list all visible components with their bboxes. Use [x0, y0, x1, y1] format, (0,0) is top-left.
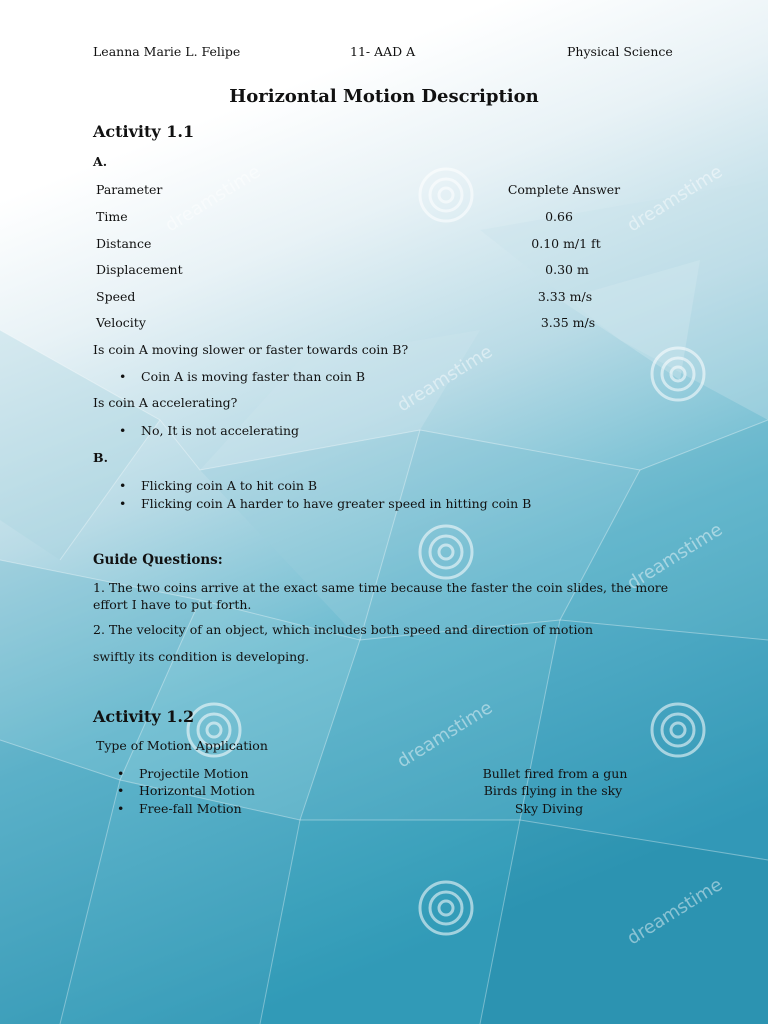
watermark-text: dreamstime	[393, 697, 497, 773]
table-row-parameter: Displacement	[96, 262, 183, 277]
list-item: • Flicking coin A to hit coin B	[141, 478, 317, 494]
activity-1-1-heading: Activity 1.1	[93, 122, 195, 141]
guide-answer-2-continued: swiftly its condition is developing.	[93, 649, 310, 664]
section-label: 11- AAD A	[350, 44, 416, 59]
table-row-parameter: Velocity	[96, 315, 146, 330]
question-2-answer: • No, It is not accelerating	[141, 423, 299, 439]
table-row-answer: 0.10 m/1 ft	[531, 236, 601, 251]
table-row-parameter: Speed	[96, 289, 136, 304]
motion-application-item: Birds flying in the sky	[483, 783, 623, 798]
question-2: Is coin A accelerating?	[93, 395, 238, 410]
part-b-label: B.	[93, 450, 108, 465]
student-name: Leanna Marie L. Felipe	[93, 44, 241, 59]
table-row-parameter: Time	[96, 209, 128, 224]
table-header-parameter: Parameter	[96, 182, 163, 197]
table-row-answer: 0.30 m	[545, 262, 589, 277]
table-header-answer: Complete Answer	[507, 182, 621, 197]
question-1-answer: • Coin A is moving faster than coin B	[141, 369, 365, 385]
watermark-text: dreamstime	[623, 161, 727, 237]
part-a-label: A.	[93, 154, 108, 169]
watermark-text: dreamstime	[393, 341, 497, 417]
page-title: Horizontal Motion Description	[229, 86, 539, 107]
motion-application-item: Sky Diving	[514, 801, 584, 816]
activity-1-2-heading: Activity 1.2	[93, 707, 195, 726]
guide-questions-heading: Guide Questions:	[93, 552, 223, 568]
motion-type-item: • Free-fall Motion	[139, 801, 242, 817]
motion-type-item: • Projectile Motion	[139, 766, 249, 782]
watermark-text: dreamstime	[623, 874, 727, 950]
guide-answer-1: 1. The two coins arrive at the exact same time because the faster the coin slides, the more effort I have to put forth.	[93, 580, 669, 612]
subject-label: Physical Science	[567, 44, 673, 59]
watermark-text: dreamstime	[623, 519, 727, 595]
question-1: Is coin A moving slower or faster towards coin B?	[93, 342, 409, 357]
activity-1-2-subheading: Type of Motion Application	[96, 738, 268, 753]
motion-type-item: • Horizontal Motion	[139, 783, 255, 799]
table-row-answer: 0.66	[545, 209, 573, 224]
list-item: • Flicking coin A harder to have greater speed in hitting coin B	[141, 496, 531, 512]
table-row-answer: 3.35 m/s	[540, 315, 596, 330]
motion-application-item: Bullet fired from a gun	[482, 766, 628, 781]
watermark-text: dreamstime	[161, 161, 265, 237]
table-row-answer: 3.33 m/s	[537, 289, 593, 304]
guide-answer-2: 2. The velocity of an object, which includes both speed and direction of motion	[93, 622, 594, 637]
table-row-parameter: Distance	[96, 236, 152, 251]
